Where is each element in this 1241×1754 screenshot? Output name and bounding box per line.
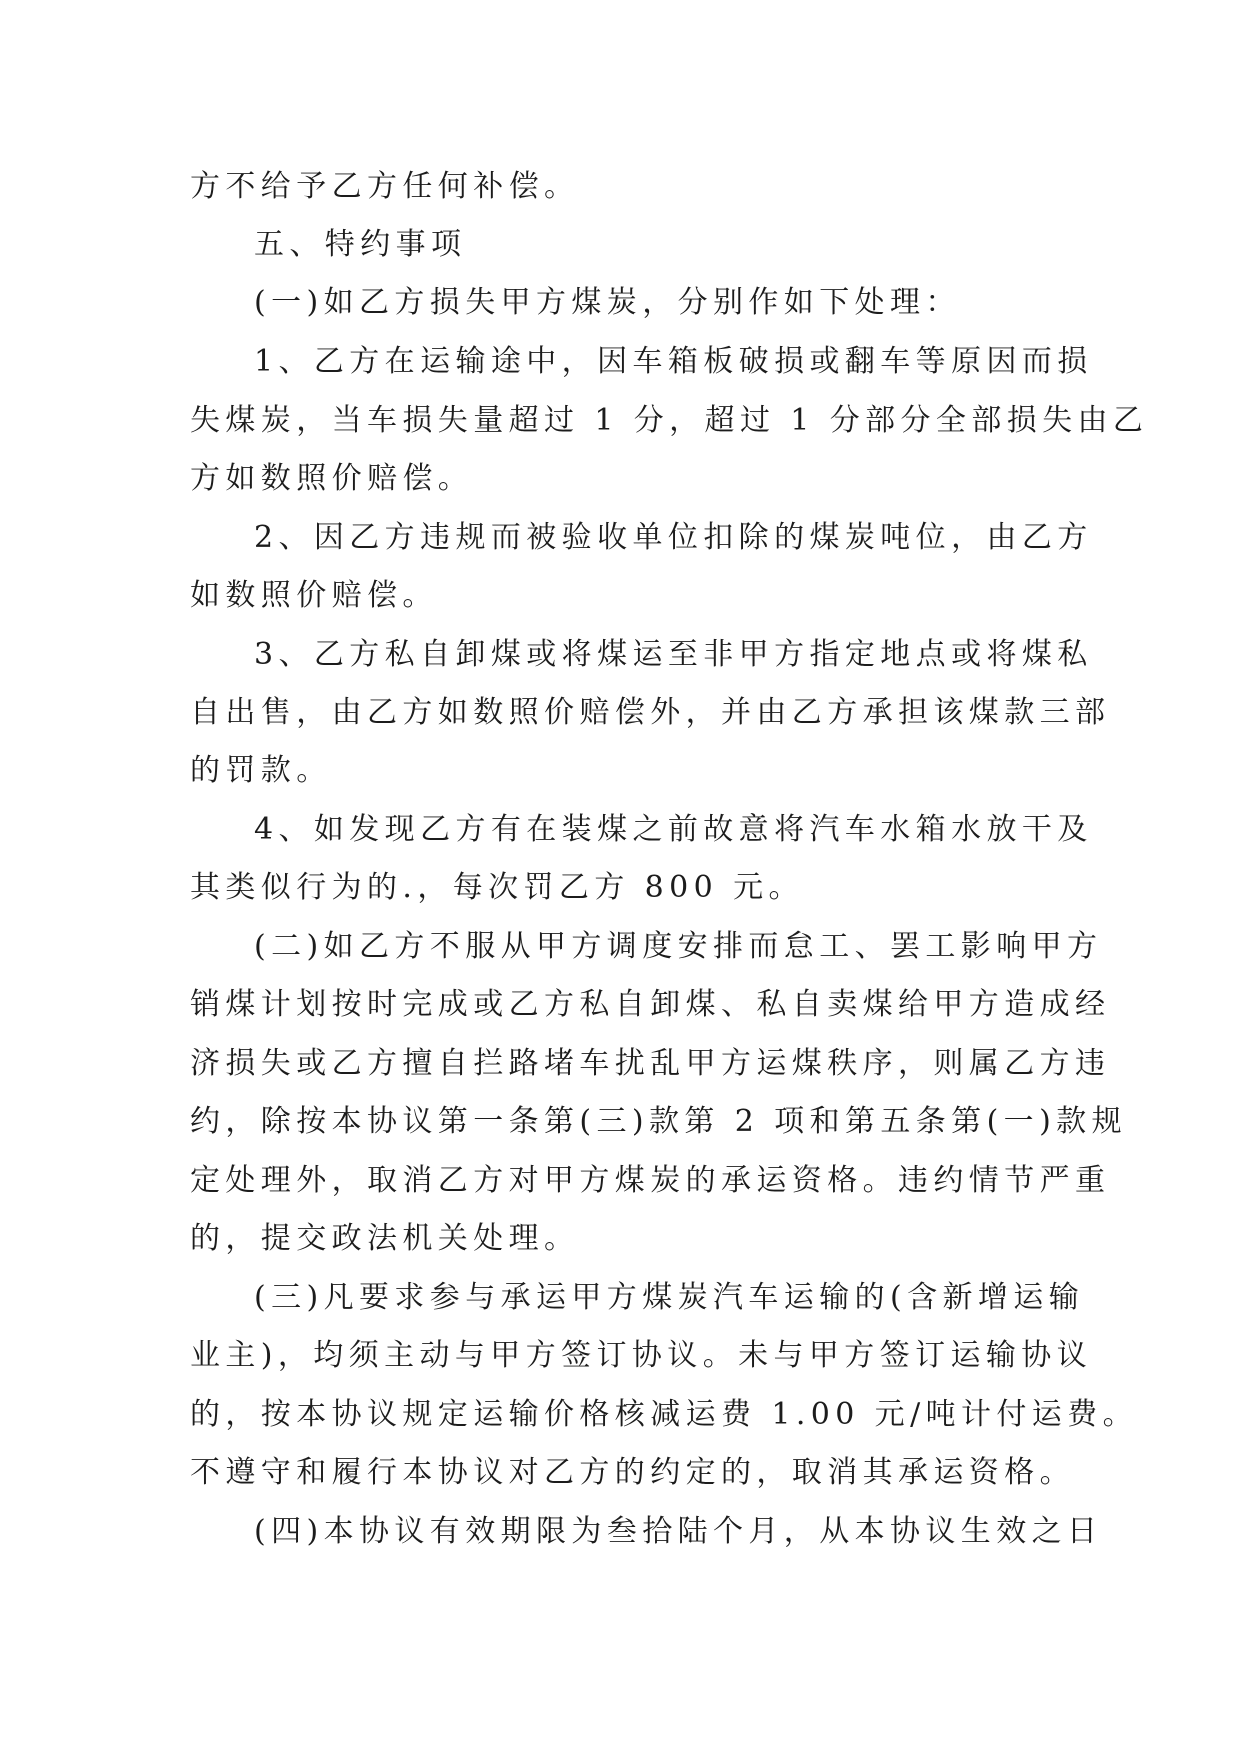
text-line: (四)本协议有效期限为叁拾陆个月，从本协议生效之日 <box>254 1514 1103 1549</box>
text-line: 定处理外，取消乙方对甲方煤炭的承运资格。违约情节严重 <box>190 1163 1111 1198</box>
text-line: 业主)，均须主动与甲方签订协议。未与甲方签订运输协议 <box>190 1338 1093 1373</box>
text-line: 的，提交政法机关处理。 <box>190 1221 580 1256</box>
text-line: (三)凡要求参与承运甲方煤炭汽车运输的(含新增运输 <box>254 1280 1085 1315</box>
text-line: 4、如发现乙方有在装煤之前故意将汽车水箱水放干及 <box>254 812 1093 847</box>
text-line: 的，按本协议规定运输价格核减运费 1.00 元/吨计付运费。 <box>190 1397 1138 1432</box>
text-line: 其类似行为的.，每次罚乙方 800 元。 <box>190 870 804 905</box>
text-line: 销煤计划按时完成或乙方私自卸煤、私自卖煤给甲方造成经 <box>190 987 1111 1022</box>
section-heading: 五、特约事项 <box>254 227 467 262</box>
text-line: 如数照价赔偿。 <box>190 578 438 613</box>
text-line: 失煤炭，当车损失量超过 1 分，超过 1 分部分全部损失由乙 <box>190 403 1149 438</box>
text-line: 自出售，由乙方如数照价赔偿外，并由乙方承担该煤款三部 <box>190 695 1111 730</box>
text-line: 2、因乙方违规而被验收单位扣除的煤炭吨位，由乙方 <box>254 520 1093 555</box>
text-line: (二)如乙方不服从甲方调度安排而怠工、罢工影响甲方 <box>254 929 1103 964</box>
text-line: 的罚款。 <box>190 753 332 788</box>
text-line: 约，除按本协议第一条第(三)款第 2 项和第五条第(一)款规 <box>190 1104 1127 1139</box>
text-line: 济损失或乙方擅自拦路堵车扰乱甲方运煤秩序，则属乙方违 <box>190 1046 1111 1081</box>
text-line: 方不给予乙方任何补偿。 <box>190 169 580 204</box>
text-line: 方如数照价赔偿。 <box>190 461 474 496</box>
text-line: 3、乙方私自卸煤或将煤运至非甲方指定地点或将煤私 <box>254 637 1093 672</box>
text-line: 1、乙方在运输途中，因车箱板破损或翻车等原因而损 <box>254 344 1093 379</box>
text-line: (一)如乙方损失甲方煤炭，分别作如下处理： <box>254 285 961 320</box>
text-line: 不遵守和履行本协议对乙方的约定的，取消其承运资格。 <box>190 1455 1075 1490</box>
